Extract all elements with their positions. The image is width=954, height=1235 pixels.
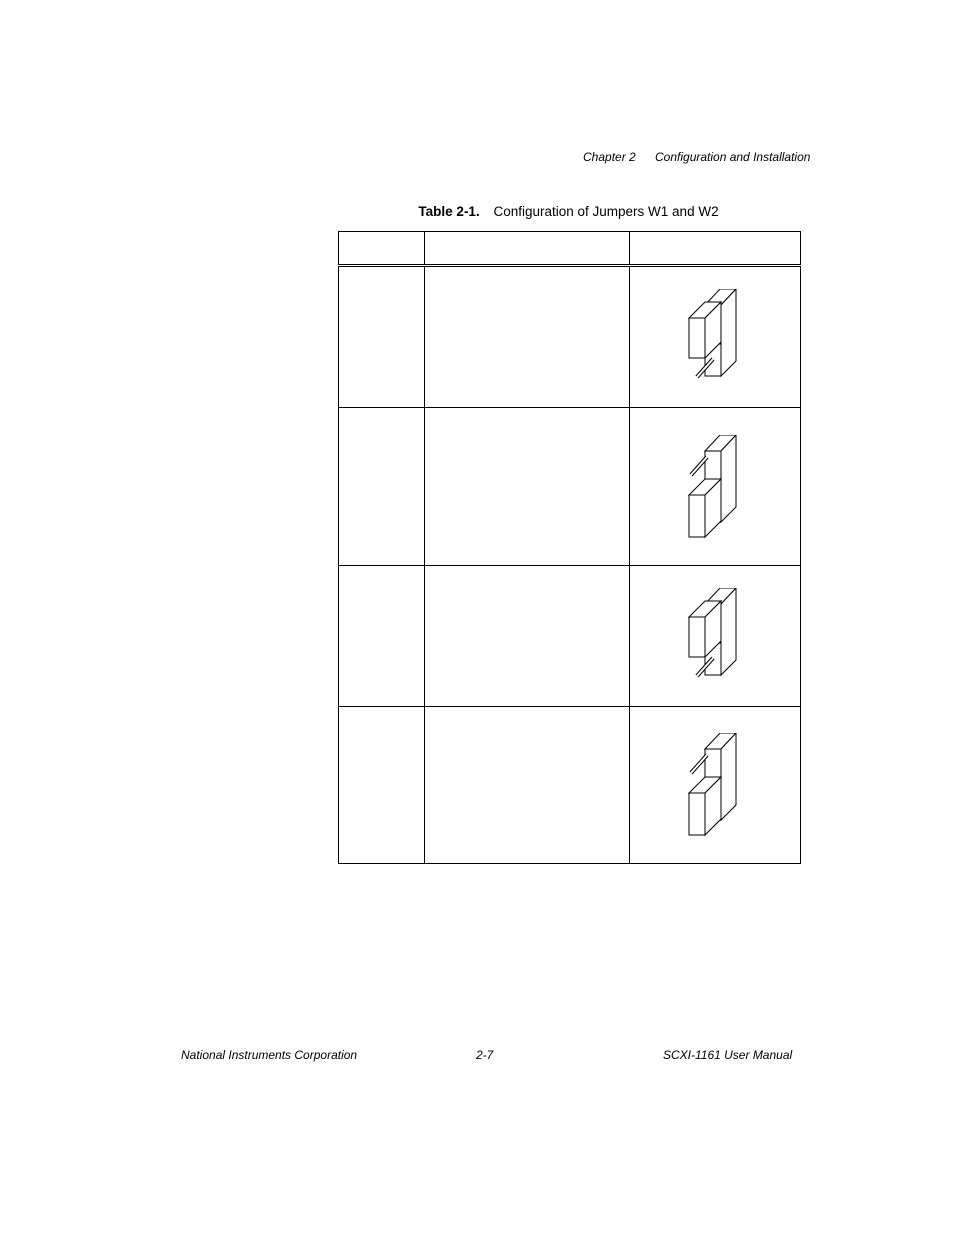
jumper-bottom-icon <box>685 733 745 837</box>
table-caption-text: Configuration of Jumpers W1 and W2 <box>493 204 719 219</box>
table-row <box>339 707 801 864</box>
footer-page-number: 2-7 <box>476 1048 494 1062</box>
jumper-top-icon <box>685 289 745 385</box>
row-cell-figure <box>630 707 801 864</box>
footer-company: National Instruments Corporation <box>181 1048 358 1062</box>
row-cell-jumper <box>339 408 425 566</box>
row-cell-figure <box>630 266 801 408</box>
row-cell-jumper <box>339 707 425 864</box>
header-section: Configuration and Installation <box>655 150 811 164</box>
jumper-top-icon <box>685 588 745 684</box>
jumper-config-table <box>338 231 801 864</box>
row-cell-figure <box>630 566 801 707</box>
row-cell-description <box>425 707 630 864</box>
table-caption <box>0 204 954 219</box>
table-header-row <box>339 232 801 266</box>
row-cell-jumper <box>339 566 425 707</box>
header-chapter: Chapter 2 <box>583 150 636 164</box>
row-cell-description <box>425 566 630 707</box>
header-cell-1 <box>339 232 425 266</box>
row-cell-figure <box>630 408 801 566</box>
table-row <box>339 408 801 566</box>
footer-manual-title: SCXI-1161 User Manual <box>663 1048 793 1062</box>
row-cell-jumper <box>339 266 425 408</box>
table-row <box>339 266 801 408</box>
table-row <box>339 566 801 707</box>
table-caption-label: Table 2-1. <box>418 204 480 219</box>
row-cell-description <box>425 408 630 566</box>
header-cell-2 <box>425 232 630 266</box>
header-cell-3 <box>630 232 801 266</box>
jumper-bottom-icon <box>685 435 745 539</box>
row-cell-description <box>425 266 630 408</box>
